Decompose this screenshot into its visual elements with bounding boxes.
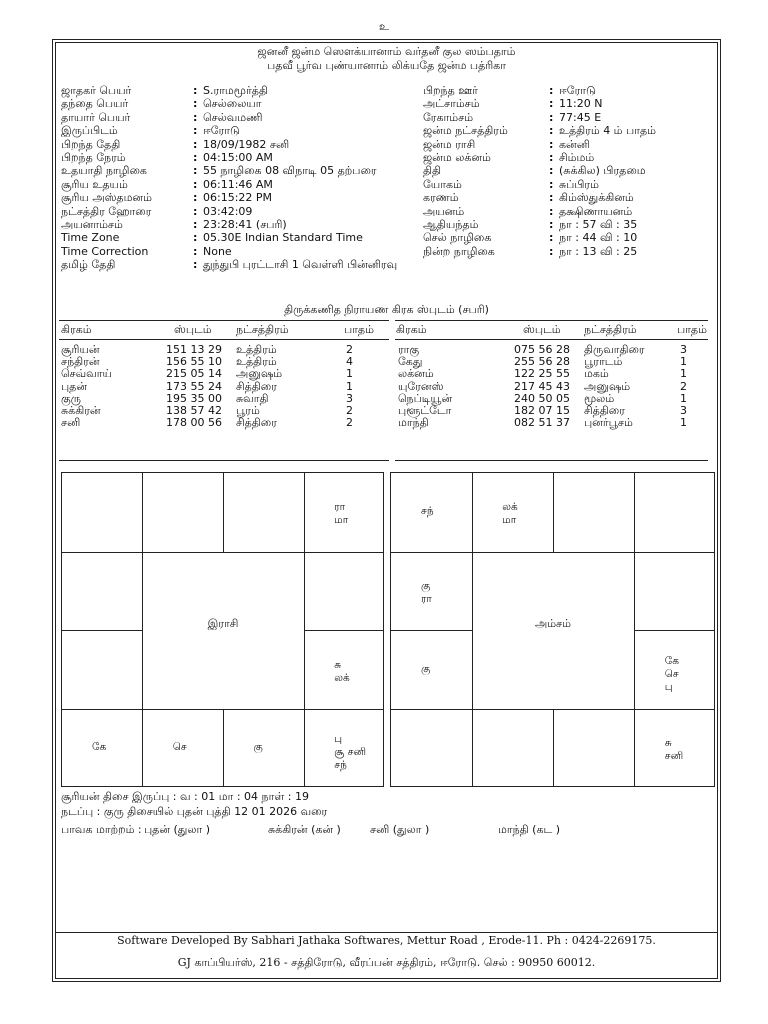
rasi_chart-planet-abbrev: கு <box>253 741 263 754</box>
left_info-colon: : <box>193 150 198 164</box>
planets_left-star: பூரம் <box>236 404 260 417</box>
right_info-row <box>423 245 713 258</box>
planets_left-planet: குரு <box>61 391 81 405</box>
left_info-label: பிறந்த தேதி <box>61 137 121 151</box>
right_info-value: 11:20 N <box>559 97 603 111</box>
left-table-header-rule <box>59 339 389 340</box>
amsam_chart-house-c12 <box>421 580 432 606</box>
right_info-row <box>423 84 713 97</box>
amsam_chart-house-c1 <box>421 505 434 518</box>
rasi_chart-planet-abbrev: கே <box>92 741 107 754</box>
right_info-value: ஈரோடு <box>559 84 596 97</box>
rasi-chart <box>61 472 384 787</box>
left_info-colon: : <box>193 137 198 151</box>
rasi_chart-house-c10 <box>254 741 263 754</box>
planets_right-star: திருவாதிரை <box>584 343 645 356</box>
rasi_chart-planet-abbrev: மா <box>334 514 349 526</box>
left_info-label: Time Zone <box>61 231 120 245</box>
planets_left-planet: சனி <box>61 416 81 430</box>
left_info-label: தாயார் பெயர் <box>61 110 131 124</box>
right_info-label: நின்ற நாழிகை <box>423 244 495 258</box>
left_info-row <box>61 205 421 218</box>
right_info-row <box>423 138 713 151</box>
planets_left-star: சித்திரை <box>236 379 277 393</box>
planets_right-sphutam: 255 56 28 <box>514 355 570 369</box>
planets_right-sphutam: 122 25 55 <box>514 367 570 381</box>
right_info-row <box>423 231 713 244</box>
right_info-label: ஜன்ம ராசி <box>423 137 476 151</box>
left_info-colon: : <box>193 110 198 124</box>
right-header-sphutam: ஸ்புடம் <box>523 323 561 336</box>
right_info-value: நா : 57 வி : 35 <box>559 217 638 231</box>
footer-software-credit: Software Developed By Sabhari Jathaka Softwares, Mettur Road , Erode-11. Ph : 0424-2269175. <box>117 934 656 947</box>
rasi_chart-house-c9 <box>334 733 366 772</box>
planets_right-sphutam: 075 56 28 <box>514 343 570 356</box>
right_info-label: ஆதியந்தம் <box>423 217 479 231</box>
planets_left-sphutam: 195 35 00 <box>166 391 222 405</box>
right_info-value: (சுக்கில) பிரதமை <box>559 164 646 178</box>
planets_left-sphutam: 151 13 29 <box>166 343 222 356</box>
planets_left-planet: செவ்வாய் <box>61 367 112 381</box>
planets_right-padam: 1 <box>680 416 687 430</box>
planets_right-sphutam: 182 07 15 <box>514 404 570 417</box>
planets_right-sphutam: 217 45 43 <box>514 379 570 393</box>
right_info-colon: : <box>549 164 554 178</box>
left_info-value: 04:15:00 AM <box>203 150 273 164</box>
planets_right-sphutam: 082 51 37 <box>514 416 570 430</box>
planets_left-star: சுவாதி <box>236 391 269 405</box>
right_info-row <box>423 205 713 218</box>
right-header-star: நட்சத்திரம் <box>584 323 637 336</box>
right_info-label: யோகம் <box>423 177 462 191</box>
left_info-value: 05.30E Indian Standard Time <box>203 231 363 245</box>
rasi_chart-planet-abbrev: பு <box>334 733 343 746</box>
right_info-row <box>423 97 713 110</box>
left_info-label: ஜாதகர் பெயர் <box>61 84 132 97</box>
planets_left-star: உத்திரம் <box>236 343 277 356</box>
right_info-label: செல் நாழிகை <box>423 231 492 245</box>
left_info-row <box>61 245 421 258</box>
planets_left-padam: 1 <box>346 367 353 381</box>
planets_left-sphutam: 215 05 14 <box>166 367 222 381</box>
footer-rule <box>55 932 718 933</box>
right_info-label: அயனம் <box>423 204 465 218</box>
left_info-colon: : <box>193 97 198 111</box>
left-table-bottom-rule <box>59 460 389 461</box>
planets_right-padam: 1 <box>680 391 687 405</box>
right_info-value: உத்திரம் 4 ம் பாதம் <box>559 124 656 138</box>
rasi_chart-planet-abbrev: சு <box>334 658 342 671</box>
left_info-colon: : <box>193 191 198 205</box>
left_info-label: Time Correction <box>61 244 149 258</box>
left_info-colon: : <box>193 177 198 191</box>
left_info-row <box>61 218 421 231</box>
right_info-row <box>423 191 713 204</box>
left_info-row <box>61 258 421 271</box>
amsam_chart-house-c11 <box>421 663 430 676</box>
right_info-value: கிம்ஸ்துக்கினம் <box>559 191 634 205</box>
amsam_chart-planet-abbrev: கு <box>421 662 431 675</box>
right_info-colon: : <box>549 84 554 97</box>
left_info-value: 23:28:41 (சபரி) <box>203 217 287 231</box>
left_info-value: 03:42:09 <box>203 204 253 218</box>
right_info-row <box>423 164 713 177</box>
amsam_chart-house-c2 <box>502 501 517 527</box>
right_info-row <box>423 111 713 124</box>
planets_right-planet: மாந்தி <box>398 416 429 430</box>
left_info-colon: : <box>193 84 198 97</box>
rasi_chart-house-c4 <box>334 501 348 527</box>
right_info-label: ரேகாம்சம் <box>423 110 474 124</box>
right_info-value: தக்ஷிணாயனம் <box>559 204 633 218</box>
right-header-planet: கிரகம் <box>396 323 427 336</box>
left_info-row <box>61 231 421 244</box>
right_info-row <box>423 124 713 137</box>
amsam_chart-planet-abbrev: சந் <box>421 505 434 517</box>
header-verse-line-1: ஜனனீ ஜன்ம ஸௌக்யானாம் வர்தனீ குல ஸம்பதாம் <box>257 45 516 58</box>
rasi_chart-house-c12 <box>92 741 106 754</box>
right_info-label: அட்சாம்சம் <box>423 97 480 111</box>
left_info-value: 06:15:22 PM <box>203 191 273 205</box>
left_info-label: சூரிய உதயம் <box>61 177 128 191</box>
left_info-colon: : <box>193 231 198 245</box>
planets_left-sphutam: 156 55 10 <box>166 355 222 369</box>
planets_left-padam: 2 <box>346 416 353 430</box>
left-header-planet: கிரகம் <box>61 323 92 336</box>
right-header-padam: பாதம் <box>677 323 707 336</box>
rasi_chart-planet-abbrev: சூ சனி <box>334 746 367 759</box>
left_info-row <box>61 97 421 110</box>
right_info-value: நா : 44 வி : 10 <box>559 231 638 245</box>
right-table-top-rule <box>395 320 708 321</box>
horoscope-frame <box>52 39 721 982</box>
planets_right-planet: ராகு <box>398 343 420 356</box>
planets_right-star: மூலம் <box>584 391 615 405</box>
right-table-header-rule <box>395 339 708 340</box>
right_info-colon: : <box>549 137 554 151</box>
planets_left-padam: 2 <box>346 404 353 417</box>
left_info-colon: : <box>193 244 198 258</box>
left_info-value: None <box>203 244 232 258</box>
planets_right-padam: 3 <box>680 404 687 417</box>
rasi_chart-planet-abbrev: ரா <box>334 501 346 513</box>
right_info-value: சுப்பிரம் <box>559 177 599 191</box>
left_info-colon: : <box>193 204 198 218</box>
right_info-colon: : <box>549 150 554 164</box>
header-verse-line-2: பதவீ பூர்வ புண்யானாம் லிக்யதே ஜன்ம பத்ரிகா <box>267 59 506 72</box>
left_info-label: சூரிய அஸ்தமனம் <box>61 191 152 205</box>
planets_left-star: சித்திரை <box>236 416 277 430</box>
planets_right-padam: 2 <box>680 379 687 393</box>
amsam_chart-house-c6 <box>665 737 683 763</box>
right-table-bottom-rule <box>395 460 708 461</box>
right_info-value: 77:45 E <box>559 110 602 124</box>
planets_right-star: அனுஷம் <box>584 379 631 393</box>
planets_right-planet: நெப்டியூன் <box>398 391 453 405</box>
amsam_chart-planet-abbrev: பு <box>664 680 673 693</box>
left-info-block <box>61 84 421 271</box>
right_info-row <box>423 218 713 231</box>
planets_right-planet: லக்னம் <box>398 367 434 381</box>
right_info-colon: : <box>549 231 554 245</box>
right_info-label: திதி <box>423 164 442 178</box>
left_info-row <box>61 178 421 191</box>
planets_left-sphutam: 173 55 24 <box>166 379 222 393</box>
pillaiyar-suzhi: உ <box>379 20 389 33</box>
left_info-label: உதயாதி நாழிகை <box>61 164 147 178</box>
right-info-block <box>423 84 713 258</box>
left-header-sphutam: ஸ்புடம் <box>174 323 212 336</box>
left_info-value: 18/09/1982 சனி <box>203 137 290 151</box>
left_info-colon: : <box>193 164 198 178</box>
left_info-value: ஈரோடு <box>203 124 240 138</box>
planets_left-star: உத்திரம் <box>236 355 277 369</box>
amsam-chart <box>390 472 715 787</box>
planets_right-planet: யுரேனஸ் <box>398 379 444 393</box>
rasi_chart-planet-abbrev: செ <box>172 741 187 754</box>
left_info-value: 06:11:46 AM <box>203 177 273 191</box>
rasi_chart-planet-abbrev: லக் <box>334 671 350 684</box>
left_info-row <box>61 138 421 151</box>
right_info-value: நா : 13 வி : 25 <box>559 244 638 258</box>
planets_left-planet: சந்திரன் <box>61 355 100 369</box>
right_info-row <box>423 178 713 191</box>
right_info-colon: : <box>549 204 554 218</box>
left-table-top-rule <box>59 320 389 321</box>
planets_right-star: பூராடம் <box>584 355 623 369</box>
left_info-row <box>61 84 421 97</box>
left_info-value: செல்லையா <box>203 97 262 111</box>
amsam_chart-planet-abbrev: சனி <box>664 750 684 763</box>
planets_left-planet: சூரியன் <box>61 343 100 356</box>
left_info-colon: : <box>193 258 198 272</box>
right_info-value: சிம்மம் <box>559 150 595 164</box>
bhava-change-label: பாவக மாற்றம் : <box>61 823 142 836</box>
left_info-colon: : <box>193 217 198 231</box>
left_info-label: தமிழ் தேதி <box>61 258 116 272</box>
planets_left-planet: சுக்கிரன் <box>61 404 101 417</box>
left_info-value: செல்வமணி <box>203 110 263 124</box>
amsam_chart-planet-abbrev: கு <box>421 579 431 592</box>
right_info-colon: : <box>549 177 554 191</box>
rasi_chart-planet-abbrev: சந் <box>334 759 347 772</box>
planets_left-padam: 2 <box>346 343 353 356</box>
amsam_chart-planet-abbrev: மா <box>502 514 517 526</box>
planets_right-sphutam: 240 50 05 <box>514 391 570 405</box>
left_info-label: நட்சத்திர ஹோரை <box>61 204 152 218</box>
planets_right-padam: 1 <box>680 355 687 369</box>
left_info-label: இருப்பிடம் <box>61 124 118 138</box>
left-header-star: நட்சத்திரம் <box>236 323 289 336</box>
bhava-item-2: சுக்கிரன் (கன் ) <box>268 823 341 836</box>
planets_left-padam: 1 <box>346 379 353 393</box>
planets_left-padam: 4 <box>346 355 353 369</box>
right_info-label: ஜன்ம லக்னம் <box>423 150 491 164</box>
bhava-item-3: சனி (துலா ) <box>370 823 430 836</box>
left_info-value: துந்துபி புரட்டாசி 1 வெள்ளி பின்னிரவு <box>203 258 398 272</box>
amsam_chart-house-c5 <box>665 655 679 694</box>
left_info-row <box>61 164 421 177</box>
current-dasa: நடப்பு : குரு திசையில் புதன் புத்தி 12 01 2026 வரை <box>61 805 328 818</box>
planets_right-padam: 3 <box>680 343 687 356</box>
right_info-colon: : <box>549 244 554 258</box>
amsam-chart-label: அம்சம் <box>534 617 572 630</box>
amsam_chart-planet-abbrev: கே <box>664 654 679 667</box>
left_info-label: அயனாம்சம் <box>61 217 123 231</box>
right_info-label: ஜன்ம நட்சத்திரம் <box>423 124 508 138</box>
right_info-colon: : <box>549 124 554 138</box>
rasi_chart-house-c8 <box>334 659 349 685</box>
right_info-value: கன்னி <box>559 137 590 151</box>
amsam_chart-planet-abbrev: ரா <box>421 592 432 605</box>
planets_left-padam: 3 <box>346 391 353 405</box>
left_info-value: 55 நாழிகை 08 விநாடி 05 தற்பரை <box>203 164 377 178</box>
left_info-row <box>61 124 421 137</box>
right_info-colon: : <box>549 97 554 111</box>
amsam_chart-planet-abbrev: சு <box>664 737 672 750</box>
planets_right-padam: 1 <box>680 367 687 381</box>
bhava-item-1: புதன் (துலா ) <box>144 823 211 836</box>
bhava-item-4: மாந்தி (கட ) <box>498 823 561 836</box>
left_info-value: S.ராமமூர்த்தி <box>203 84 268 97</box>
footer-copier-address: GJ காப்பியர்ஸ், 216 - சத்திரோடு, வீரப்பன் சத்திரம், ஈரோடு. செல் : 90950 60012. <box>177 956 596 969</box>
left_info-row <box>61 191 421 204</box>
dasa-balance: சூரியன் திசை இருப்பு : வ : 01 மா : 04 நாள் : 19 <box>61 790 309 803</box>
left_info-label: தந்தை பெயர் <box>61 97 129 111</box>
right_info-row <box>423 151 713 164</box>
left-header-padam: பாதம் <box>344 323 374 336</box>
planets_left-sphutam: 178 00 56 <box>166 416 222 430</box>
right_info-colon: : <box>549 110 554 124</box>
right_info-colon: : <box>549 191 554 205</box>
amsam_chart-planet-abbrev: செ <box>664 667 679 680</box>
rasi-chart-label: இராசி <box>207 617 239 630</box>
planets_right-star: மகம் <box>584 367 609 381</box>
planet-table-title: திருக்கணித நிராயண கிரக ஸ்புடம் (சபரி) <box>284 303 489 316</box>
planets_left-sphutam: 138 57 42 <box>166 404 222 417</box>
left_info-row <box>61 151 421 164</box>
right_info-label: கரணம் <box>423 191 459 205</box>
right_info-label: பிறந்த ஊர் <box>423 84 478 97</box>
planets_left-star: அனுஷம் <box>236 367 283 381</box>
planets_left-planet: புதன் <box>61 379 88 393</box>
left_info-row <box>61 111 421 124</box>
right_info-colon: : <box>549 217 554 231</box>
planets_right-planet: புளூட்டோ <box>398 404 452 417</box>
planets_right-star: சித்திரை <box>584 404 625 417</box>
amsam_chart-planet-abbrev: லக் <box>502 501 518 513</box>
left_info-colon: : <box>193 124 198 138</box>
planets_right-planet: கேது <box>398 355 423 369</box>
left_info-label: பிறந்த நேரம் <box>61 150 126 164</box>
planets_right-star: புனர்பூசம் <box>584 416 633 430</box>
rasi_chart-house-c11 <box>173 741 187 754</box>
